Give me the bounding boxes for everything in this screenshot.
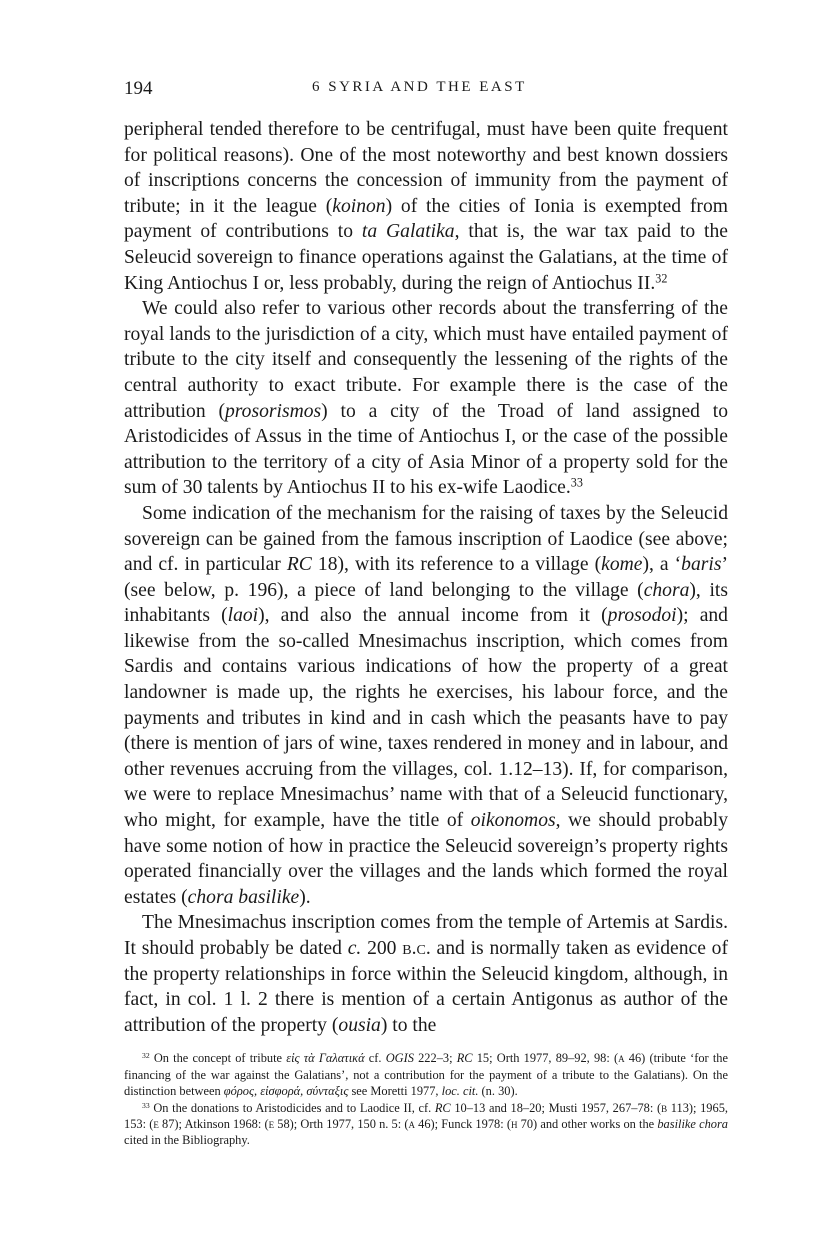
paragraph-4: The Mnesimachus inscription comes from the temple of Artemis at Sardis. It should probably be dated c. 200 b.c. and is normally taken as evidence of the property relationships in force within the Seleucid kingdom, although, in fact, in col. 1 l. 2 there is mention of a certain Antigonus as author of the attribution of the property (ousia) to the xyxy=(124,912,728,1036)
footnote-32: $^{32}$ On the concept of tribute εἰς τὰ Γαλατικά cf. OGIS 222–3; RC 15; Orth 1977, 89–92, 98: (a 46) (tribute ‘for the financing of the war against the Galatians’, not a contribution for the payment of a tribute to the Galatians). On the distinction between φόρος, εἰσφορά, σύνταξις see Moretti 1977, loc. cit. (n. 30). xyxy=(124,1051,729,1099)
footnote-ref-32[interactable]: 32 xyxy=(655,270,668,285)
running-title: 6 SYRIA AND THE EAST xyxy=(312,79,527,95)
paragraph-2: We could also refer to various other records about the transferring of the royal lands to the jurisdiction of a city, which must have entailed payment of tribute to the city itself and consequently the lessening of the rights of the central authority to exact tribute. For example there is the case of the attribution (prosorismos) to a city of the Troad of land assigned to Aristodicides of Assus in the time of Antiochus I, or the case of the possible attribution to the territory of a city of Asia Minor of a property sold for the sum of 30 talents by Antiochus II to his ex-wife Laodice.$^{33}$ xyxy=(124,298,728,499)
footnotes xyxy=(124,1050,728,1148)
running-header xyxy=(124,78,728,102)
paragraph-1: peripheral tended therefore to be centrifugal, must have been quite frequent for political reasons). One of the most noteworthy and best known dossiers of inscriptions concerns the concession of immunity from the payment of tribute; in it the league (koinon) of the cities of Ionia is exempted from payment of contributions to ta Galatika, that is, the war tax paid to the Seleucid sovereign to finance operations against the Galatians, at the time of King Antiochus I or, less probably, during the reign of Antiochus II.$^{32}$ xyxy=(124,119,728,294)
page-number: 194 xyxy=(124,78,153,99)
footnote-ref-33[interactable]: 33 xyxy=(570,475,583,490)
body-text xyxy=(124,117,728,1038)
book-page xyxy=(124,78,728,1149)
footnote-marker-32: 32 xyxy=(142,1051,150,1061)
footnote-marker-33: 33 xyxy=(142,1100,150,1110)
footnote-33: $^{33}$ On the donations to Aristodicides and to Laodice II, cf. RC 10–13 and 18–20; Musti 1957, 267–78: (b 113); 1965, 153: (e 87); Atkinson 1968: (e 58); Orth 1977, 150 n. 5: (a 46); Funck 1978: (h 70) and other works on the basilike chora cited in the Bibliography. xyxy=(124,1100,728,1148)
paragraph-3: Some indication of the mechanism for the raising of taxes by the Seleucid sovereign can be gained from the famous inscription of Laodice (see above; and cf. in particular RC 18), with its reference to a village (kome), a ‘baris’ (see below, p. 196), a piece of land belonging to the village (chora), its inhabitants (laoi), and also the annual income from it (prosodoi); and likewise from the so-called Mnesimachus inscription, which comes from Sardis and contains various indications of how the property of a great landowner is made up, the rights he exercises, his labour force, and the payments and tributes in kind and in cash which the peasants have to pay (there is mention of jars of wine, taxes rendered in money and in labour, and other revenues accruing from the villages, col. 1.12–13). If, for comparison, we were to replace Mnesimachus’ name with that of a Seleucid functionary, who might, for example, have the title of oikonomos, we should probably have some notion of how in practice the Seleucid sovereign’s property rights operated financially over the villages and the lands which formed the royal estates (chora basilike). xyxy=(124,502,728,908)
